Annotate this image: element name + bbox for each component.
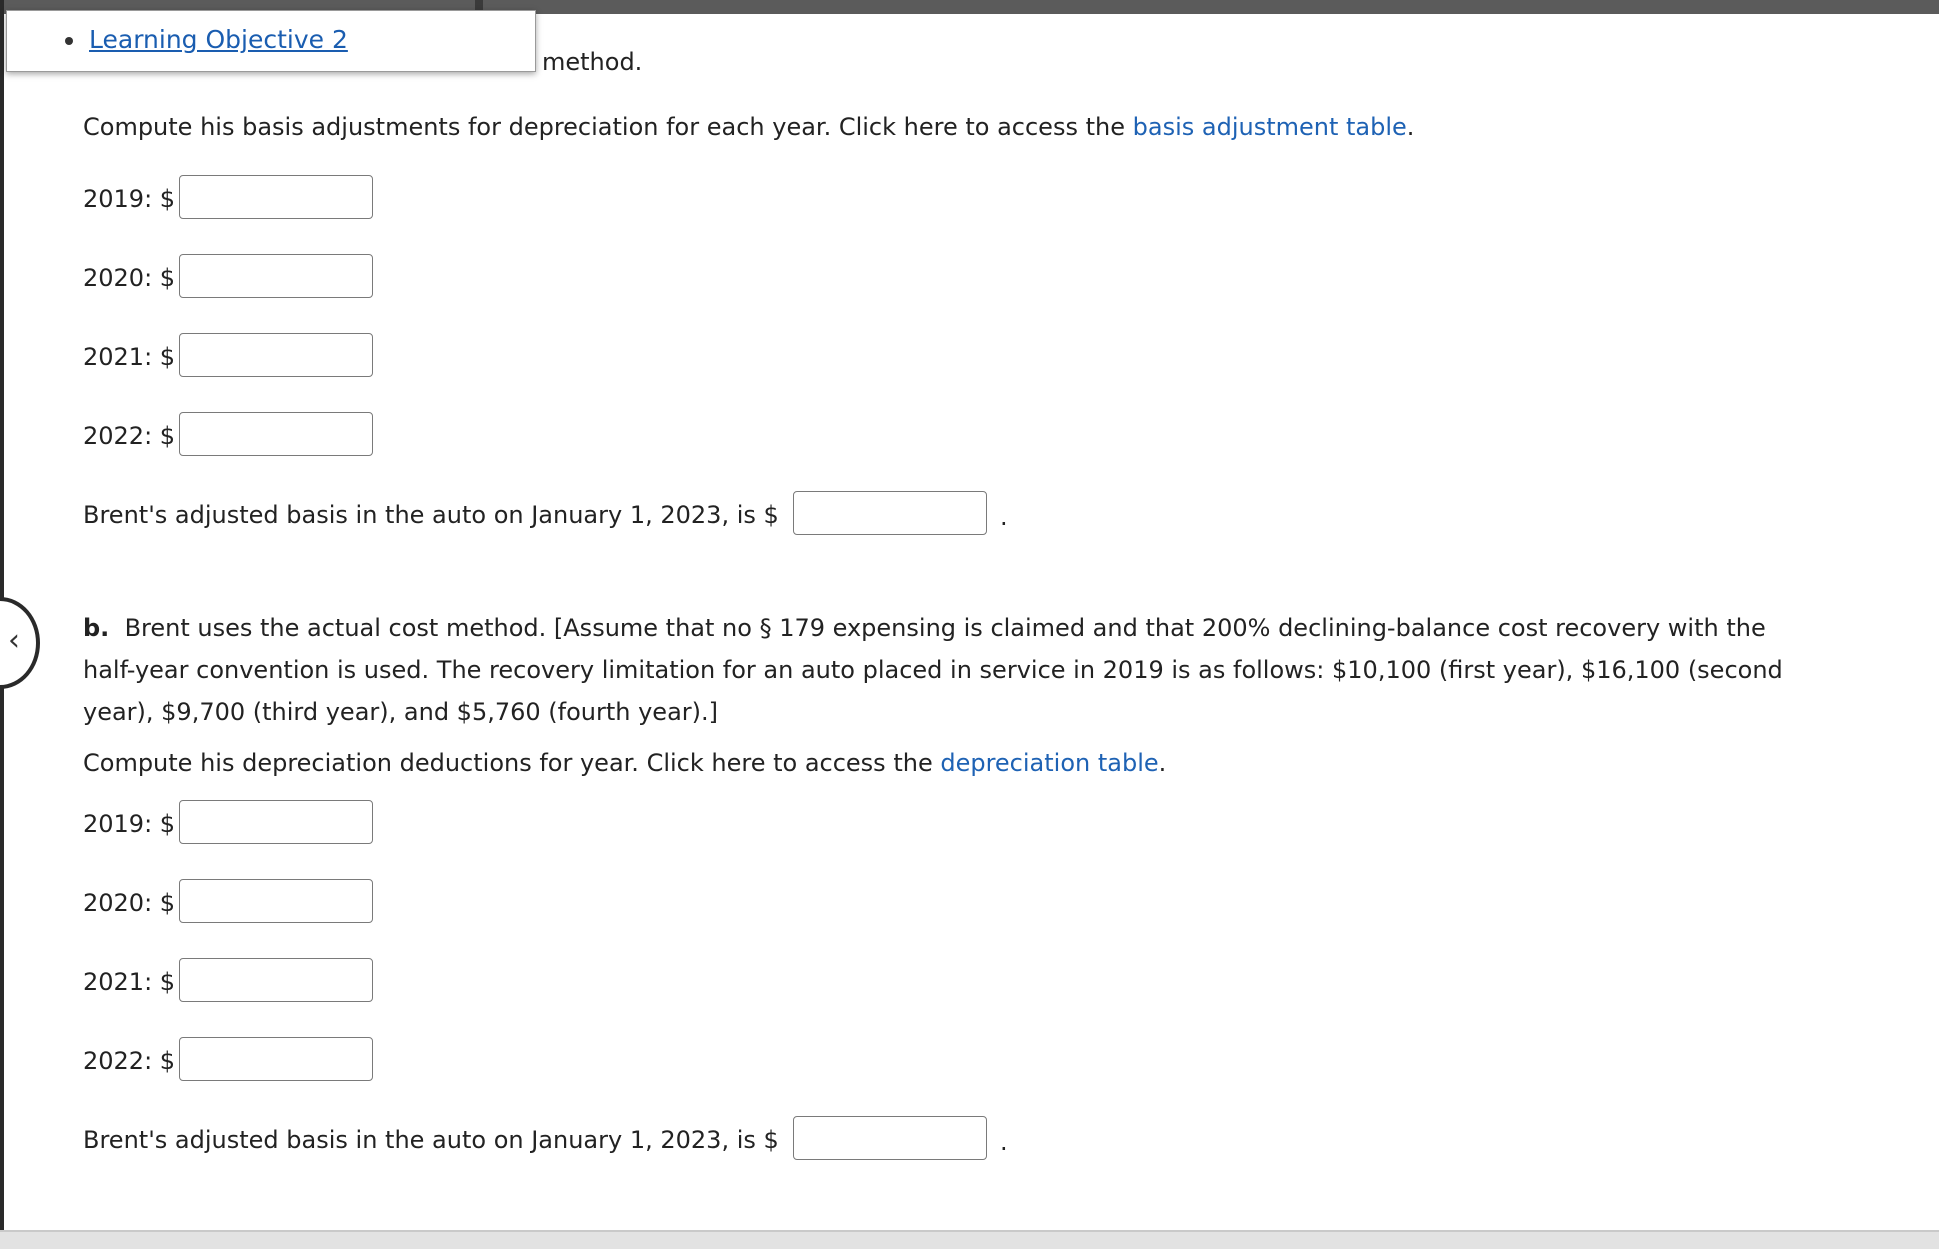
part-b-letter: b. [83, 614, 110, 642]
part-b-row-2020-label: 2020: $ [83, 889, 176, 917]
part-a-2020-input[interactable] [179, 254, 373, 298]
part-a-adjusted-basis-input[interactable] [793, 491, 987, 535]
collapse-handle[interactable] [0, 597, 40, 689]
part-a-row-2021-label: 2021: $ [83, 343, 176, 371]
part-a-adjusted-basis-period: . [1000, 503, 1008, 531]
part-b-description [83, 607, 1813, 733]
chevron-left-icon: ‹ [8, 623, 20, 658]
part-a-2022-input[interactable] [179, 412, 373, 456]
part-b-row-2021-label: 2021: $ [83, 968, 176, 996]
part-b-description-text: Brent uses the actual cost method. [Assume that no § 179 expensing is claimed and that 200% declining-balance cost recovery with the half-year convention is used. The recovery limitation for an auto placed in service in 2019 is as follows: $10,100 (first year), $16,100 (second year), $9,700 (third year), and $5,760 (fourth year).] [83, 614, 1783, 726]
part-a-2019-input[interactable] [179, 175, 373, 219]
part-a-instruction [83, 115, 1414, 139]
part-a-row-2019-label: 2019: $ [83, 185, 176, 213]
part-b-adjusted-basis-label: Brent's adjusted basis in the auto on January 1, 2023, is $ [83, 1126, 779, 1154]
part-a-row-2022-label: 2022: $ [83, 422, 176, 450]
learning-objective-link[interactable]: Learning Objective 2 [89, 25, 348, 54]
part-b-2020-input[interactable] [179, 879, 373, 923]
part-b-adjusted-basis-input[interactable] [793, 1116, 987, 1160]
part-a-row-2020-label: 2020: $ [83, 264, 176, 292]
part-b-2021-input[interactable] [179, 958, 373, 1002]
part-a-instruction-text: Compute his basis adjustments for depreciation for each year. Click here to access the [83, 113, 1125, 141]
part-b-instruction-text: Compute his depreciation deductions for year. Click here to access the [83, 749, 933, 777]
bullet-icon [65, 37, 73, 45]
depreciation-table-link[interactable]: depreciation table [940, 749, 1159, 777]
part-b-adjusted-basis-period: . [1000, 1128, 1008, 1156]
learning-objective-popup [6, 10, 536, 72]
part-b-row-2019-label: 2019: $ [83, 810, 176, 838]
part-a-instruction-period: . [1406, 113, 1415, 141]
part-b-row-2022-label: 2022: $ [83, 1047, 176, 1075]
bottom-bar [0, 1230, 1939, 1249]
basis-adjustment-table-link[interactable]: basis adjustment table [1132, 113, 1407, 141]
part-b-2022-input[interactable] [179, 1037, 373, 1081]
part-b-instruction [83, 751, 1166, 775]
part-b-2019-input[interactable] [179, 800, 373, 844]
part-a-adjusted-basis-label: Brent's adjusted basis in the auto on January 1, 2023, is $ [83, 501, 779, 529]
part-a-2021-input[interactable] [179, 333, 373, 377]
part-b-instruction-period: . [1158, 749, 1167, 777]
intro-fragment: method. [542, 48, 643, 76]
